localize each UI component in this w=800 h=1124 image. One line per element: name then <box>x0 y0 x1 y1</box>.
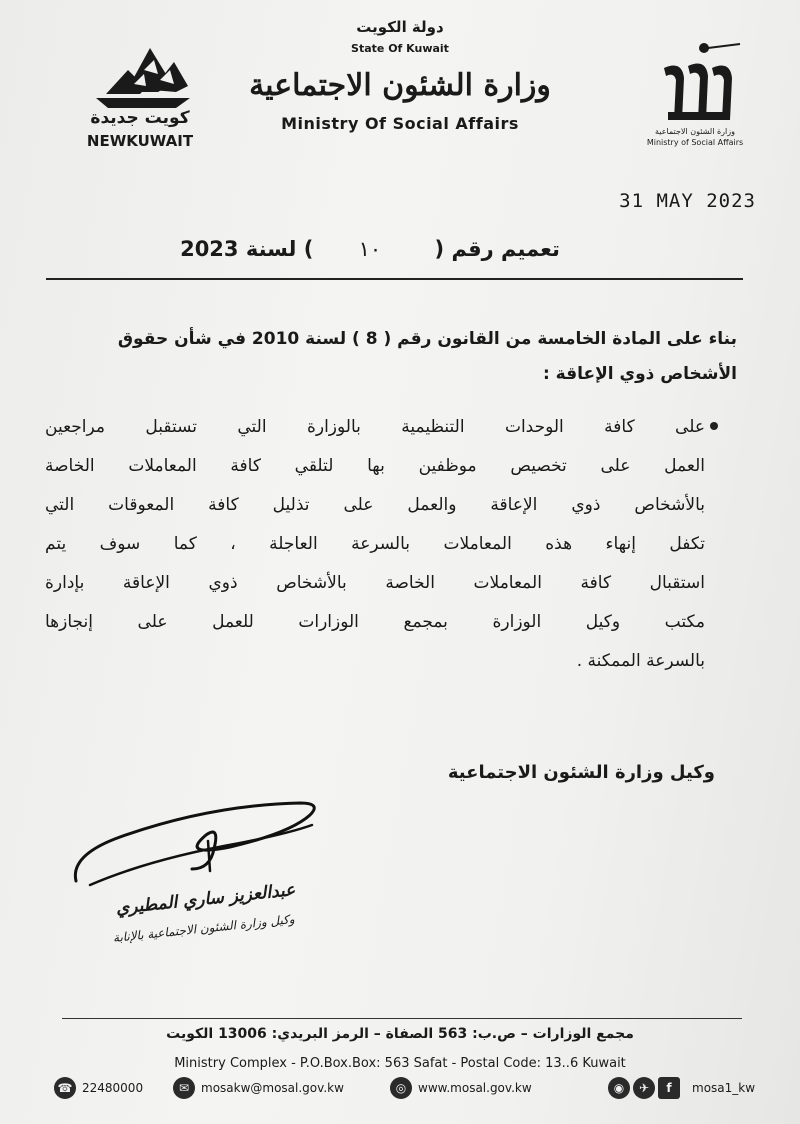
mosa-logo-icon <box>654 38 744 126</box>
directive-line: بالسرعة الممكنة . <box>576 651 705 671</box>
mail-icon: ✉ <box>173 1077 195 1099</box>
directive-line: استقبال كافة المعاملات الخاصة بالأشخاص ذوي الإعاقة بإدارة <box>45 573 705 593</box>
intro-line: الأشخاص ذوي الإعاقة : <box>542 364 737 384</box>
circular-number: ١٠ <box>358 237 382 261</box>
ministry-name-en: Ministry Of Social Affairs <box>281 114 519 133</box>
twitter-icon: ✈ <box>633 1077 655 1099</box>
title-divider <box>46 278 743 280</box>
mosa-logo-text-en: Ministry of Social Affairs <box>646 138 744 147</box>
footer-address-ar: مجمع الوزارات – ص.ب: 563 الصفاة – الرمز البريدي: 13006 الكويت <box>166 1026 634 1042</box>
circular-year-label: لسنة <box>245 237 297 261</box>
footer-website <box>390 1077 532 1099</box>
footer-phone-number: 22480000 <box>82 1081 144 1095</box>
footer-social-handle: mosa1_kw <box>692 1081 756 1095</box>
instagram-icon: ◉ <box>608 1077 630 1099</box>
mosa-logo-text-ar: وزارة الشئون الاجتماعية <box>655 127 735 136</box>
footer-address-en: Ministry Complex - P.O.Box.Box: 563 Safat - Postal Code: 13..6 Kuwait <box>174 1056 626 1071</box>
phone-icon: ☎ <box>54 1077 76 1099</box>
directive-line: العمل على تخصيص موظفين بها لتلقي كافة المعاملات الخاصة <box>45 456 705 476</box>
circular-year: 2023 <box>180 237 239 261</box>
circular-title: تعميم رقم ( ١٠ ) لسنة 2023 <box>180 237 560 261</box>
new-kuwait-logo-text-en: NEWKUWAIT <box>86 132 194 150</box>
footer-email-address: mosakw@mosal.gov.kw <box>201 1081 344 1095</box>
directive-line: بالأشخاص ذوي الإعاقة والعمل على تذليل كافة المعوقات التي <box>45 495 705 515</box>
ministry-name-ar: وزارة الشئون الاجتماعية <box>249 68 551 103</box>
directive-line: مكتب وكيل الوزارة بمجمع الوزارات للعمل على إنجازها <box>45 612 705 632</box>
globe-icon: ◎ <box>390 1077 412 1099</box>
state-name-ar: دولة الكويت <box>356 18 444 36</box>
footer-social <box>608 1077 755 1099</box>
signatory-title: وكيل وزارة الشئون الاجتماعية <box>447 762 715 783</box>
footer-divider <box>62 1018 742 1019</box>
directive-paragraph <box>45 408 705 681</box>
date-stamp: 31 MAY 2023 <box>619 190 756 212</box>
footer-email <box>173 1077 344 1099</box>
signatory-name: عبدالعزيز ساري المطيري <box>114 880 297 919</box>
circular-label: تعميم رقم <box>451 237 560 261</box>
bullet-icon <box>710 422 718 430</box>
intro-paragraph <box>47 322 737 392</box>
intro-line: بناء على المادة الخامسة من القانون رقم ( 8 ) لسنة 2010 في شأن حقوق <box>117 329 737 349</box>
state-name-en: State Of Kuwait <box>351 42 449 55</box>
signatory-role: وكيل وزارة الشئون الاجتماعية بالإنابة <box>111 912 295 946</box>
facebook-icon: f <box>658 1077 680 1099</box>
footer-website-url: www.mosal.gov.kw <box>418 1081 532 1095</box>
directive-line: على كافة الوحدات التنظيمية بالوزارة التي تستقبل مراجعين <box>45 417 705 437</box>
directive-line: تكفل إنهاء هذه المعاملات بالسرعة العاجلة ، كما سوف يتم <box>45 534 705 554</box>
new-kuwait-logo-text-ar: كويت جديدة <box>90 108 190 128</box>
footer-phone <box>54 1077 143 1099</box>
